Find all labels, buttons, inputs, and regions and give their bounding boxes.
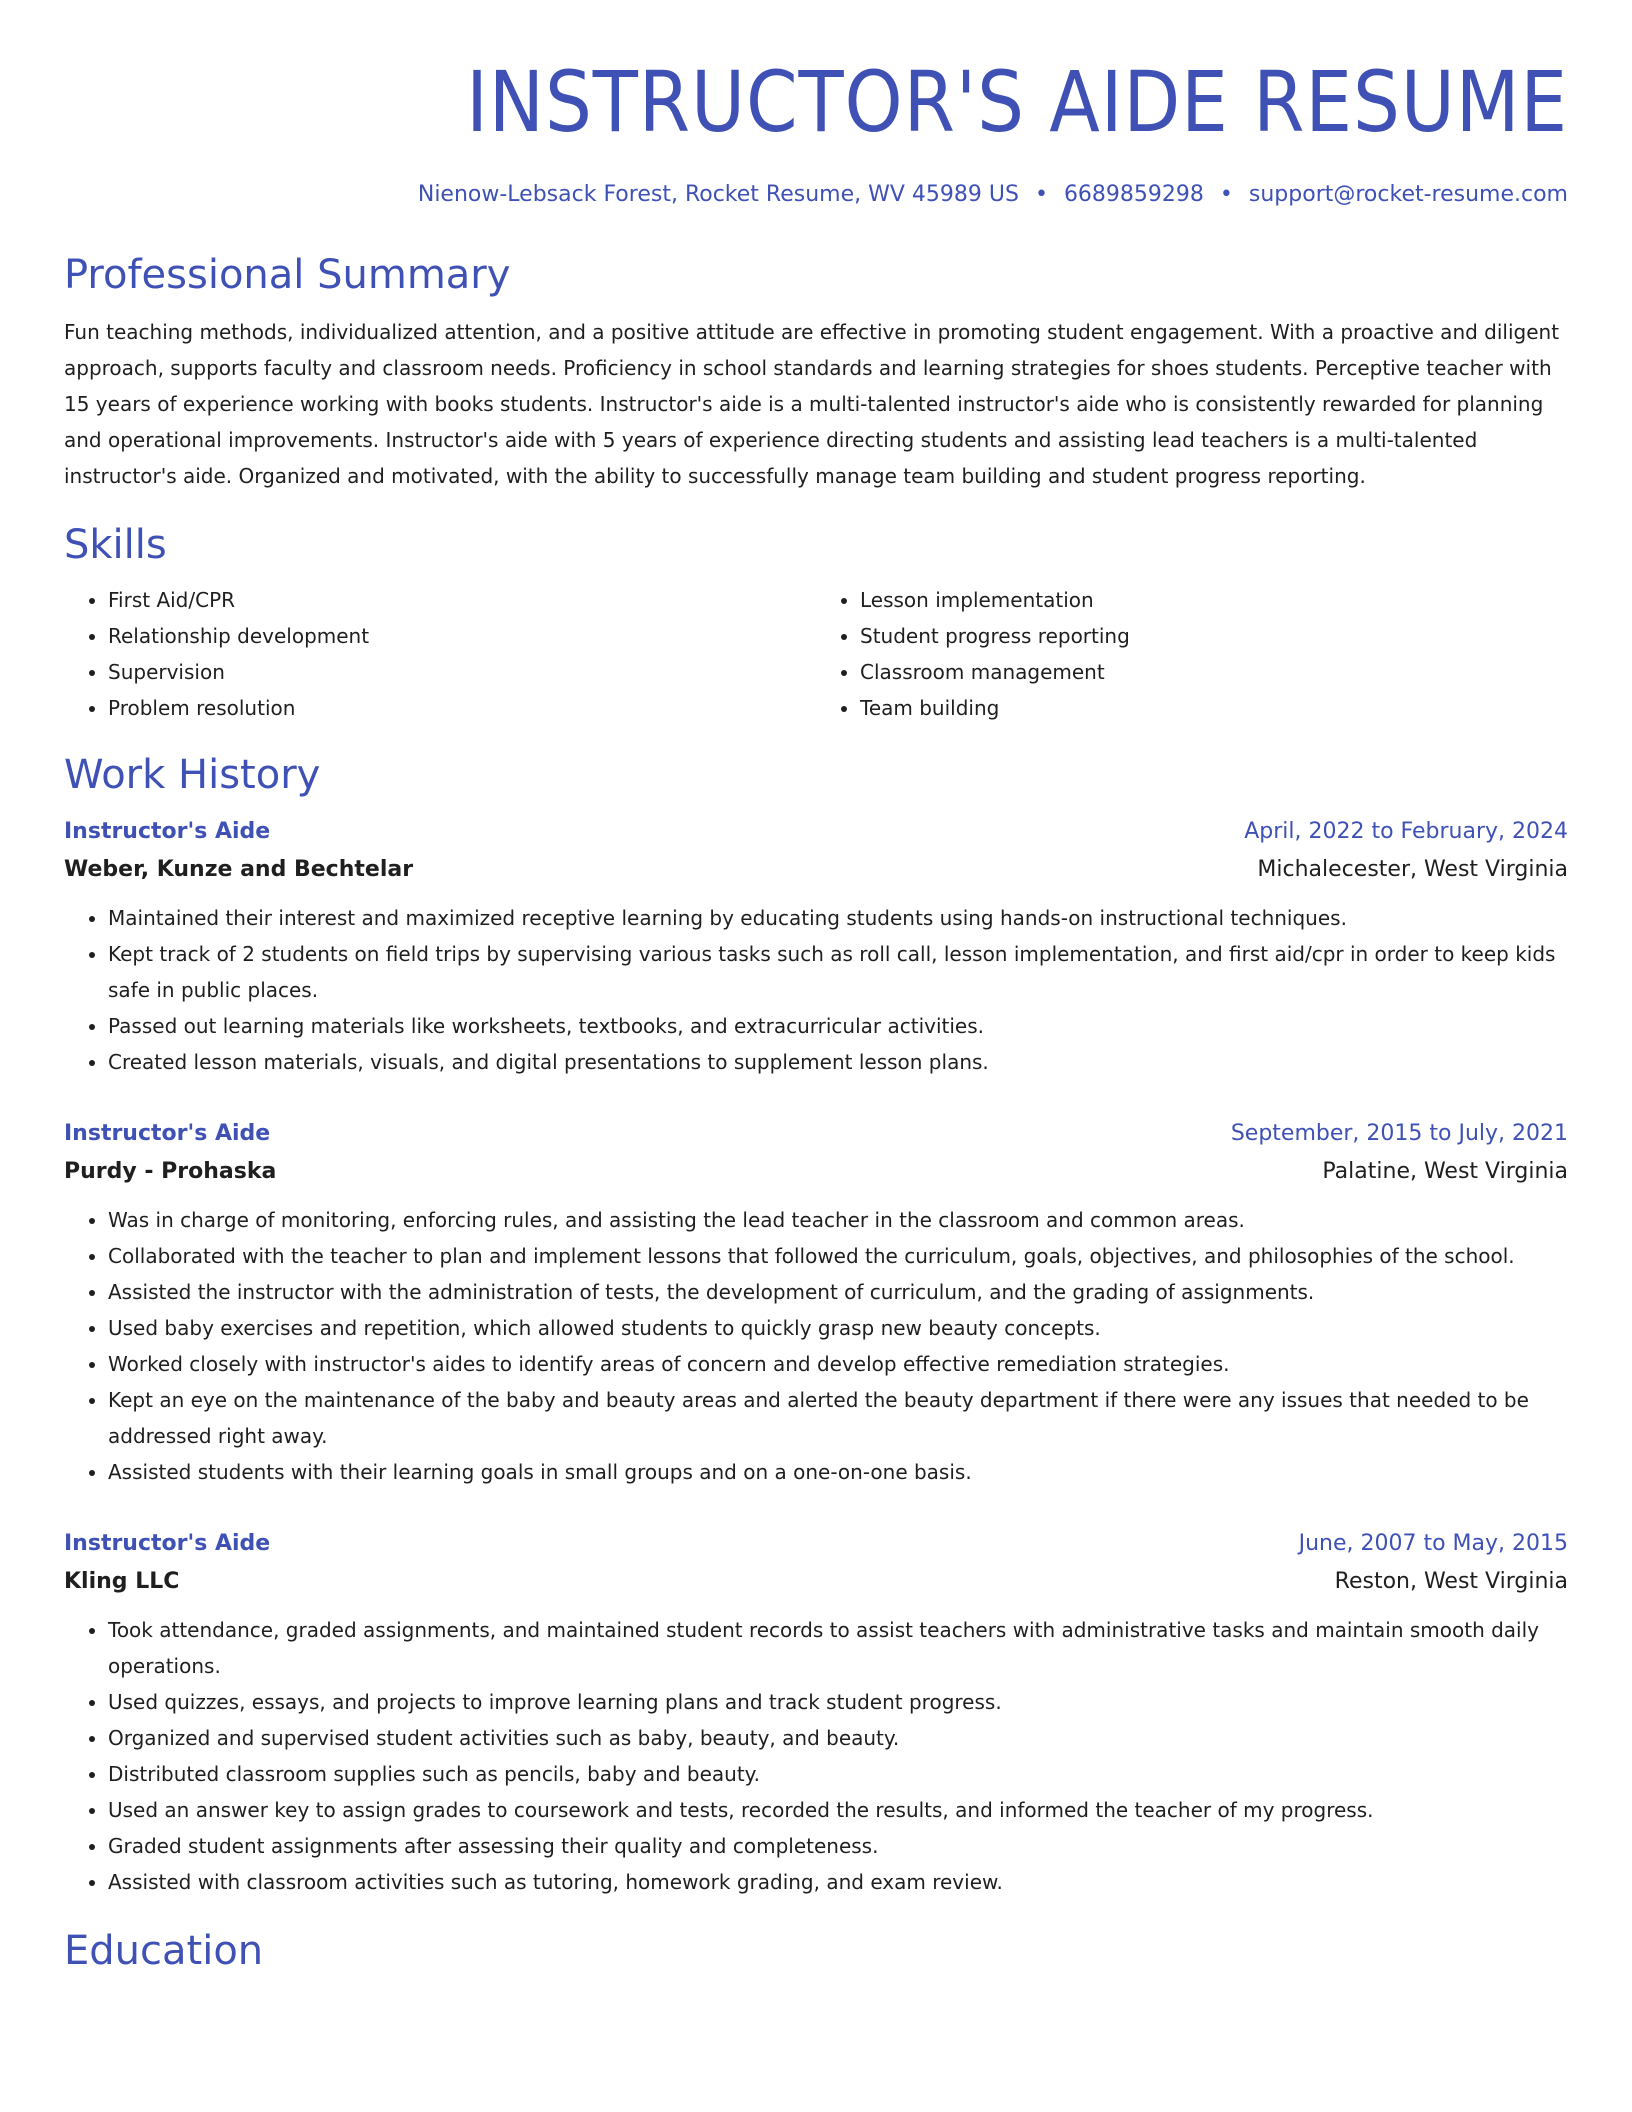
skill-item: • Relationship development: [108, 618, 816, 654]
job-header: [64, 814, 1568, 850]
job-duty: • Graded student assignments after assessing their quality and completeness.: [108, 1828, 1568, 1864]
skills-list: [64, 582, 1568, 726]
job-title: Instructor's Aide: [64, 819, 271, 844]
skills-column-right: [816, 582, 1568, 726]
job-duty: • Was in charge of monitoring, enforcing rules, and assisting the lead teacher in the classroom and common areas.: [108, 1202, 1568, 1238]
section-title-education: Education: [64, 1928, 264, 1974]
skill-item: • Student progress reporting: [860, 618, 1568, 654]
skill-item: • Team building: [860, 690, 1568, 726]
job-location: Palatine, West Virginia: [1322, 1159, 1568, 1184]
contact-address: Nienow-Lebsack Forest, Rocket Resume, WV 45989 US: [417, 182, 1019, 207]
contact-separator: •: [1219, 182, 1233, 207]
job-duties: [64, 1612, 1568, 1900]
job-duty: • Collaborated with the teacher to plan and implement lessons that followed the curriculum, goals, objectives, and philosophies of the school.: [108, 1238, 1568, 1274]
job-location: Reston, West Virginia: [1334, 1569, 1568, 1594]
job-header: [64, 1526, 1568, 1562]
job-duty: • Used baby exercises and repetition, which allowed students to quickly grasp new beauty concepts.: [108, 1310, 1568, 1346]
skills-column-left: [64, 582, 816, 726]
job-company: Purdy - Prohaska: [64, 1159, 277, 1184]
job-title: Instructor's Aide: [64, 1121, 271, 1146]
job-duty: • Kept track of 2 students on field trips by supervising various tasks such as roll call, lesson implementation, and first aid/cpr in order to keep kids safe in public places.: [108, 936, 1568, 1008]
job-dates: September, 2015 to July, 2021: [1230, 1121, 1568, 1146]
job-subheader: [64, 1562, 1568, 1602]
summary-text: Fun teaching methods, individualized attention, and a positive attitude are effective in promoting student engagement. With a proactive and diligent approach, supports faculty and classroom needs. Proficiency in school standards and learning strategies for shoes students. Perceptive teacher with 15 years of experience working with books students. Instructor's aide is a multi-talented instructor's aide who is consistently rewarded for planning and operational improvements. Instructor's aide with 5 years of experience directing students and assisting lead teachers is a multi-talented instructor's aide. Organized and motivated, with the ability to successfully manage team building and student progress reporting.: [64, 320, 1560, 488]
contact-phone: 6689859298: [1063, 182, 1204, 207]
job-duty: • Assisted with classroom activities such as tutoring, homework grading, and exam review.: [108, 1864, 1568, 1900]
job-duty: • Created lesson materials, visuals, and digital presentations to supplement lesson plans.: [108, 1044, 1568, 1080]
section-title-skills: Skills: [64, 522, 167, 568]
job-duty: • Distributed classroom supplies such as pencils, baby and beauty.: [108, 1756, 1568, 1792]
contact-line: [64, 180, 1568, 210]
section-title-summary: Professional Summary: [64, 252, 511, 298]
job-dates: April, 2022 to February, 2024: [1244, 819, 1568, 844]
job-header: [64, 1116, 1568, 1152]
job-title: Instructor's Aide: [64, 1531, 271, 1556]
job-duty: • Kept an eye on the maintenance of the baby and beauty areas and alerted the beauty department if there were any issues that needed to be addressed right away.: [108, 1382, 1568, 1454]
job-subheader: [64, 850, 1568, 890]
job-entry: [64, 1526, 1568, 1900]
job-company: Kling LLC: [64, 1569, 180, 1594]
job-duty: • Worked closely with instructor's aides to identify areas of concern and develop effective remediation strategies.: [108, 1346, 1568, 1382]
job-entry: [64, 1116, 1568, 1490]
job-duty: • Assisted the instructor with the administration of tests, the development of curriculum, and the grading of assignments.: [108, 1274, 1568, 1310]
resume-title: INSTRUCTOR'S AIDE RESUME: [466, 53, 1568, 151]
skill-item: • Problem resolution: [108, 690, 816, 726]
job-duty: • Organized and supervised student activities such as baby, beauty, and beauty.: [108, 1720, 1568, 1756]
job-entry: [64, 814, 1568, 1080]
job-duty: • Maintained their interest and maximized receptive learning by educating students using hands-on instructional techniques.: [108, 900, 1568, 936]
skill-item: • First Aid/CPR: [108, 582, 816, 618]
job-duty: • Used an answer key to assign grades to coursework and tests, recorded the results, and informed the teacher of my progress.: [108, 1792, 1568, 1828]
skill-item: • Supervision: [108, 654, 816, 690]
contact-separator: •: [1034, 182, 1048, 207]
job-duty: • Passed out learning materials like worksheets, textbooks, and extracurricular activities.: [108, 1008, 1568, 1044]
skill-item: • Lesson implementation: [860, 582, 1568, 618]
contact-email[interactable]: support@rocket-resume.com: [1248, 182, 1568, 207]
skills-section: [64, 520, 1568, 726]
job-location: Michalecester, West Virginia: [1257, 857, 1568, 882]
job-duty: • Took attendance, graded assignments, and maintained student records to assist teachers with administrative tasks and maintain smooth daily operations.: [108, 1612, 1568, 1684]
section-title-work-history: Work History: [64, 752, 321, 798]
job-duty: • Assisted students with their learning goals in small groups and on a one-on-one basis.: [108, 1454, 1568, 1490]
summary-section: [64, 250, 1568, 494]
job-dates: June, 2007 to May, 2015: [1298, 1531, 1568, 1556]
job-duties: [64, 1202, 1568, 1490]
job-company: Weber, Kunze and Bechtelar: [64, 857, 414, 882]
job-duty: • Used quizzes, essays, and projects to improve learning plans and track student progress.: [108, 1684, 1568, 1720]
work-history-section: [64, 750, 1568, 1900]
job-subheader: [64, 1152, 1568, 1192]
job-duties: [64, 900, 1568, 1080]
skill-item: • Classroom management: [860, 654, 1568, 690]
education-section: [64, 1926, 1568, 1976]
